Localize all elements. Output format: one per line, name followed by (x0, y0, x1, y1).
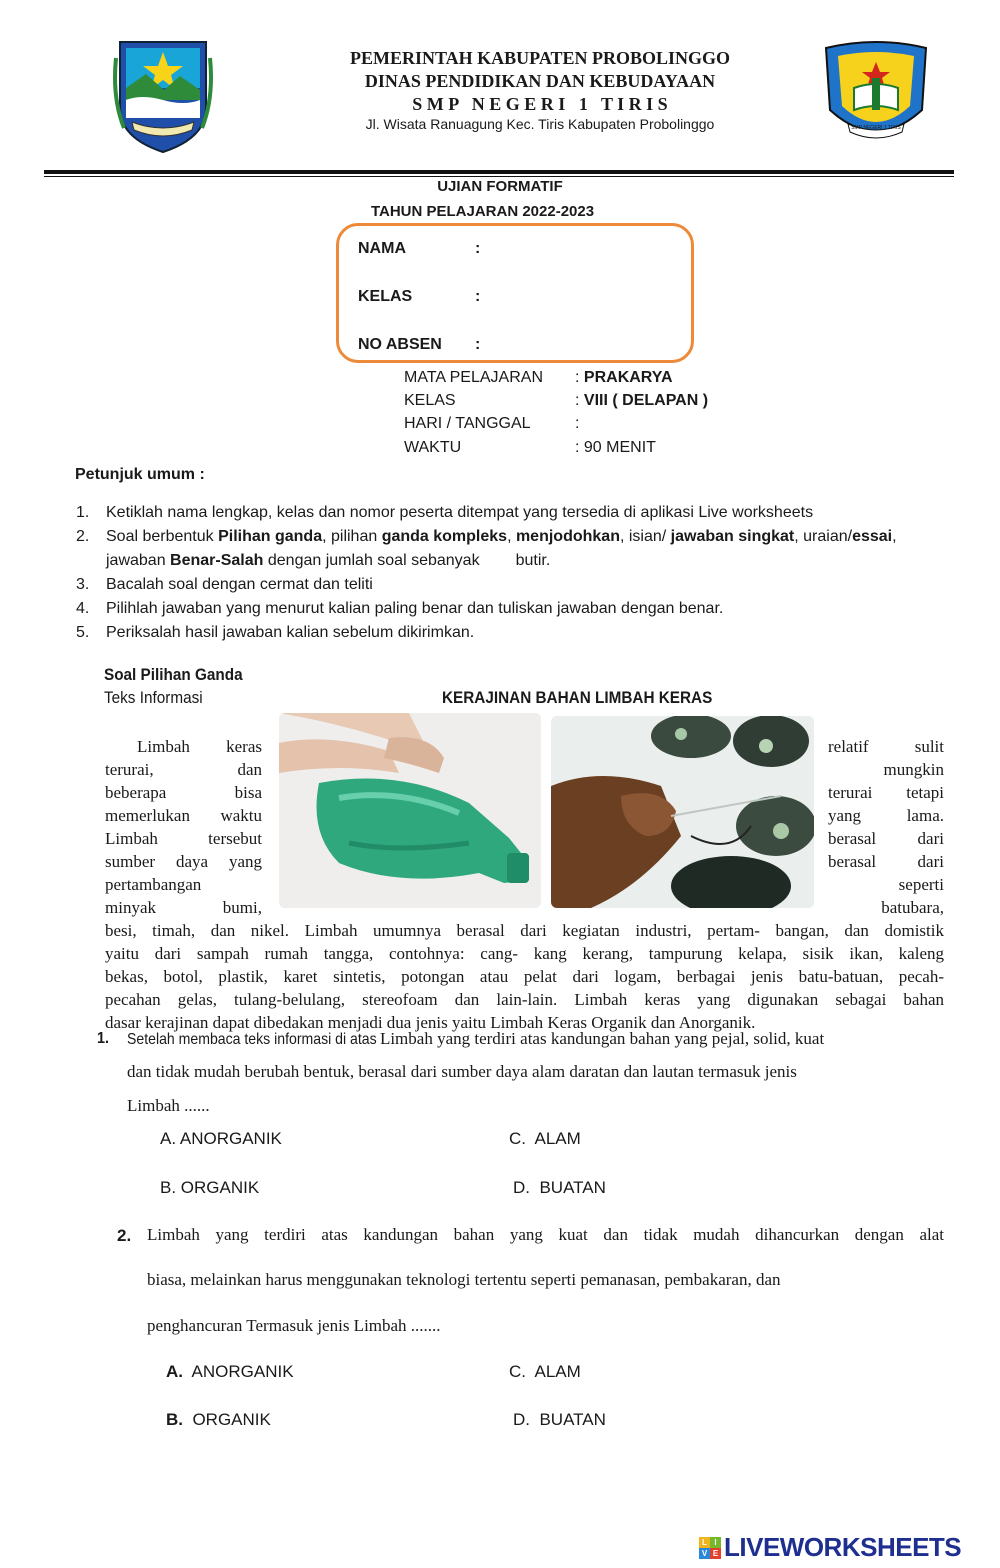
question-1-line-2: dan tidak mudah berubah bentuk, berasal dari sumber daya alam daratan dan lautan termasuk jenis (127, 1062, 797, 1081)
reading-left-column: Limbah keras terurai, dan beberapa bisa memerlukan waktu Limbah tersebut sumber daya yang pertambangan minyak bumi, (105, 737, 262, 917)
instruction-item: 5. Periksalah hasil jawaban kalian sebelum dikirimkan. (76, 624, 475, 641)
hari-label: HARI / TANGGAL (404, 415, 531, 432)
question-1-line-3: Limbah ...... (127, 1096, 210, 1115)
instructions-list (76, 501, 966, 645)
nama-colon: : (475, 240, 481, 257)
q1-option-b[interactable]: B. ORGANIK (160, 1178, 260, 1197)
q1-option-c[interactable]: C. ALAM (509, 1129, 581, 1148)
liveworksheets-logo-icon: L I V E (699, 1537, 721, 1559)
question-2-line-3: penghancuran Termasuk jenis Limbah ....... (147, 1316, 441, 1335)
kelas-label: KELAS (358, 288, 413, 305)
waktu-value: : 90 MENIT (575, 439, 656, 456)
exam-year: TAHUN PELAJARAN 2022-2023 (370, 203, 595, 220)
q2-option-c[interactable]: C. ALAM (509, 1362, 581, 1381)
nama-label: NAMA (358, 240, 406, 257)
section-subheading: Teks Informasi (104, 688, 203, 707)
reading-full-paragraph: besi, timah, dan nikel. Limbah umumnya berasal dari kegiatan industri, pertam- bangan, dan domistik yaitu dari sampah rumah tangga, contohnya: cang- kang kerang, tampurung kelapa, sisik ikan, kaleng bekas, botol, plastik, karet sintetis, potongan atau pelat dari logam, berbagai jenis batu-batuan, pecah- pecahan gelas, tulang-belulang, stereofoam dan lain-lain. Limbah keras yang digunakan sebagai bahan dasar kerajinan dapat dibedakan menjadi dua jenis yaitu Limbah Keras Organik dan Anorganik. (105, 921, 944, 1032)
header-line-1: PEMERINTAH KABUPATEN PROBOLINGGO (349, 48, 731, 68)
header-divider-thin (44, 176, 954, 177)
instruction-item: 3. Bacalah soal dengan cermat dan teliti (76, 576, 373, 593)
instruction-item: 1. Ketiklah nama lengkap, kelas dan nomor peserta ditempat yang tersedia di aplikasi Live worksheets (76, 504, 814, 521)
instruction-item: 2. Soal berbentuk Pilihan ganda, pilihan ganda kompleks, menjodohkan, isian/ jawaban singkat, uraian/essai, jawaban Benar-Salah dengan jumlah soal sebanyak butir. (76, 528, 897, 569)
absen-input[interactable] (492, 334, 682, 356)
question-2-line-1: Limbah yang terdiri atas kandungan bahan yang kuat dan tidak mudah dihancurkan dengan alat (147, 1225, 944, 1244)
kelas-colon: : (475, 288, 481, 305)
bottle-cutting-photo (279, 713, 541, 908)
q1-option-d[interactable]: D. BUATAN (513, 1178, 606, 1197)
question-2-number: 2. (117, 1226, 132, 1245)
sewing-fabric-photo (551, 716, 814, 908)
mapel-label: MATA PELAJARAN (404, 369, 543, 386)
exam-title: UJIAN FORMATIF (437, 178, 563, 195)
header-line-3: S M P N E G E R I 1 T I R I S (412, 94, 668, 114)
question-2-line-2: biasa, melainkan harus menggunakan teknologi tertentu seperti pemanasan, pembakaran, dan (147, 1270, 781, 1289)
waktu-label: WAKTU (404, 439, 462, 456)
right-school-logo (818, 40, 934, 150)
header-address: Jl. Wisata Ranuagung Kec. Tiris Kabupaten Probolinggo (365, 116, 715, 132)
absen-colon: : (475, 336, 481, 353)
instruction-item: 4. Pilihlah jawaban yang menurut kalian paling benar dan tuliskan jawaban dengan benar. (76, 600, 724, 617)
kelas-info-label: KELAS (404, 392, 456, 409)
reading-title: KERAJINAN BAHAN LIMBAH KERAS (442, 688, 713, 707)
instructions-heading: Petunjuk umum : (75, 466, 205, 483)
q2-option-a[interactable]: A. ANORGANIK (166, 1362, 294, 1381)
nama-input[interactable] (492, 238, 682, 260)
kelas-info-value: : VIII ( DELAPAN ) (575, 392, 709, 409)
header-divider-thick (44, 170, 954, 174)
question-1-number: 1. (97, 1030, 110, 1047)
question-1-line-1: Setelah membaca teks informasi di atas Limbah yang terdiri atas kandungan bahan yang pejal, solid, kuat (127, 1029, 825, 1048)
reading-right-column: relatif sulit mungkin terurai tetapi yang lama. berasal dari berasal dari seperti batubara, (828, 737, 944, 917)
kelas-input[interactable] (492, 286, 682, 308)
q2-option-d[interactable]: D. BUATAN (513, 1410, 606, 1429)
left-emblem (112, 38, 214, 156)
header-line-2: DINAS PENDIDIKAN DAN KEBUDAYAAN (364, 71, 716, 91)
liveworksheets-brand[interactable]: LIVEWORKSHEETS (724, 1532, 962, 1562)
q1-option-a[interactable]: A. ANORGANIK (160, 1129, 282, 1148)
q2-option-b[interactable]: B. ORGANIK (166, 1410, 271, 1429)
section-heading: Soal Pilihan Ganda (104, 665, 243, 684)
hari-value: : (575, 415, 580, 432)
right-logo-text: SMP NEGERI 1 TIRIS (851, 125, 901, 131)
mapel-value: : PRAKARYA (575, 369, 673, 386)
absen-label: NO ABSEN (358, 336, 442, 353)
